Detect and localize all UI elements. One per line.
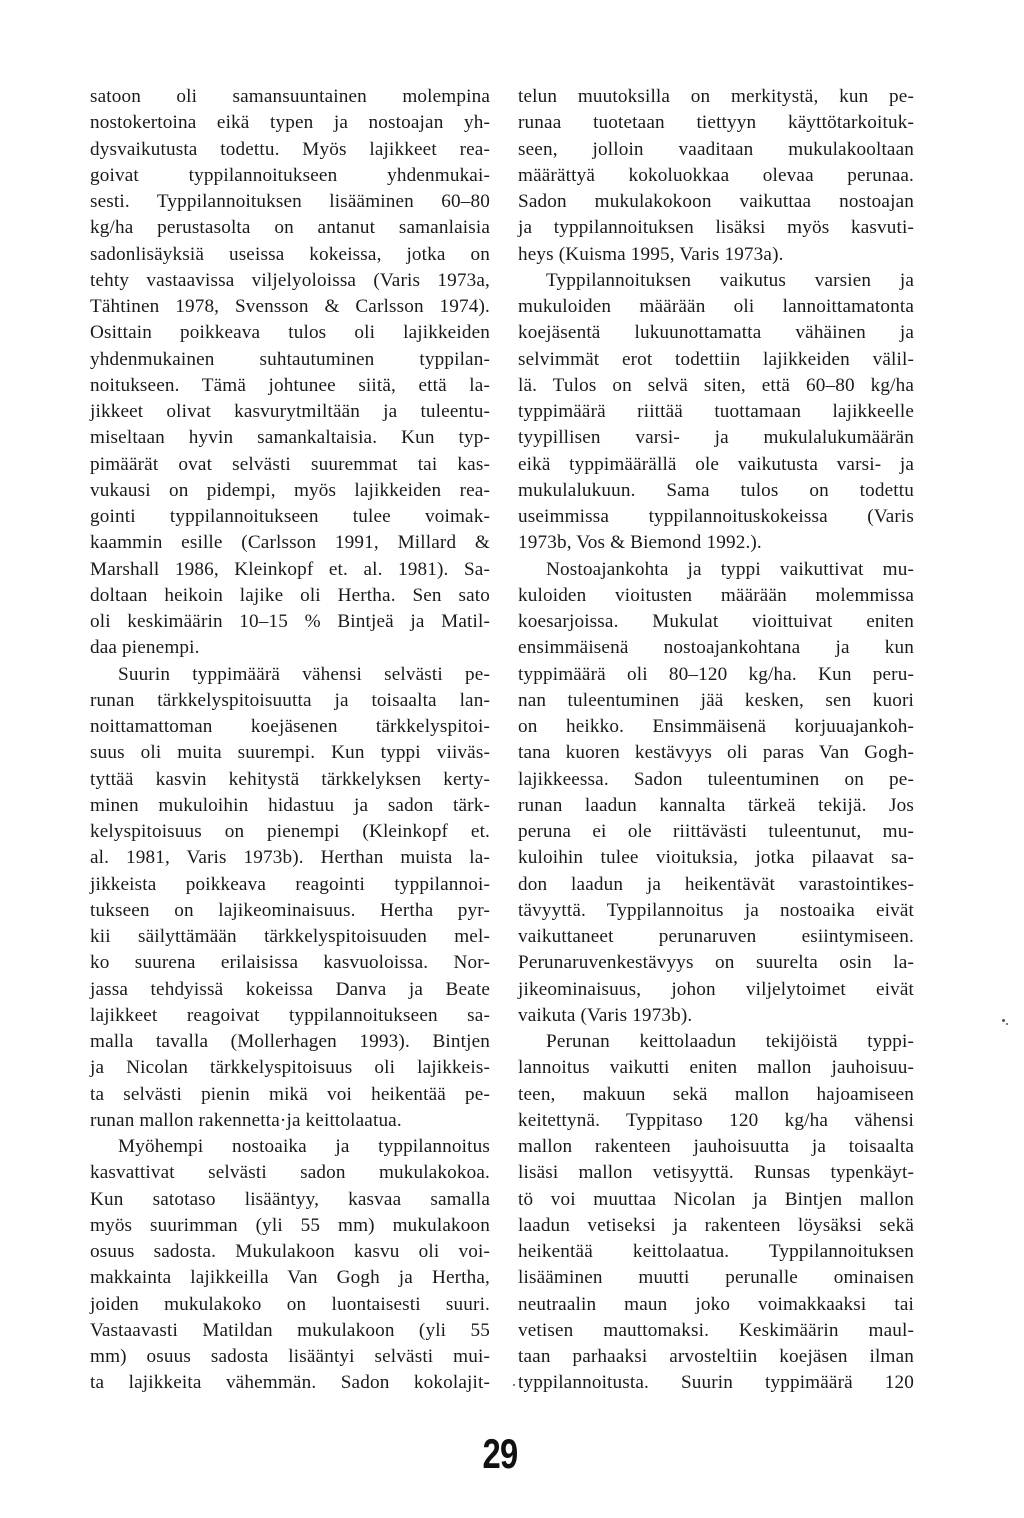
left-column-text-line: runan mallon rakennetta·ja keittolaatua. <box>90 1109 402 1131</box>
left-column-text-line: sesti. Typpilannoituksen lisääminen 60–80 <box>90 191 490 212</box>
right-column-text-line: lajikkeessa. Sadon tuleentuminen on pe- <box>518 768 914 790</box>
left-column-text-line: nostokertoina eikä typen ja nostoajan yh- <box>90 112 490 134</box>
right-column-text-line: lä. Tulos on selvä siten, että 60–80 kg/ha <box>518 374 914 396</box>
print-speck <box>1006 1023 1008 1025</box>
right-column-text-line: tö voi muuttaa Nicolan ja Bintjen mallon <box>518 1188 914 1210</box>
right-column-text-line: vaikuta (Varis 1973b). <box>518 1004 693 1026</box>
left-column-text-line: kelyspitoisuus on pienempi (Kleinkopf et. <box>90 821 490 842</box>
print-speck <box>513 1384 515 1386</box>
right-column-text-line: Nostoajankohta ja typpi vaikuttivat mu- <box>546 558 914 580</box>
left-column-text-line: ta lajikkeita vähemmän. Sadon kokolajit- <box>90 1372 490 1394</box>
left-text-column <box>90 84 490 1397</box>
right-column-text-line: nan tuleentuminen jää kesken, sen kuori <box>518 689 914 711</box>
left-column-text-line: tyttää kasvin kehitystä tärkkelyksen kerty- <box>90 768 490 790</box>
right-text-column <box>518 84 914 1397</box>
left-column-text-line: Tähtinen 1978, Svensson & Carlsson 1974). <box>90 296 490 317</box>
left-column-text-line: osuus sadosta. Mukulakoon kasvu oli voi- <box>90 1241 490 1262</box>
right-column-text-line: peruna ei ole riittävästi tuleentunut, mu- <box>518 821 914 842</box>
left-column-text-line: ta selvästi pienin mikä voi heikentää pe- <box>90 1083 490 1105</box>
right-column-text-line: typpilannoitusta. Suurin typpimäärä 120 <box>518 1372 914 1394</box>
left-column-text-line: gointi typpilannoitukseen tulee voimak- <box>90 506 490 527</box>
right-column-text-line: teen, makuun sekä mallon hajoamiseen <box>518 1083 914 1105</box>
right-column-text-line: useimmissa typpilannoituskokeissa (Varis <box>518 506 914 527</box>
left-column-text-line: yhdenmukainen suhtautuminen typpilan- <box>90 348 490 370</box>
left-column-text-line: kii säilyttämään tärkkelyspitoisuuden mel- <box>90 926 490 947</box>
right-column-text-line: Sadon mukulakokoon vaikuttaa nostoajan <box>518 191 914 212</box>
left-column-text-line: noitukseen. Tämä johtunee siitä, että la- <box>90 374 490 396</box>
right-column-text-line: ja typpilannoituksen lisäksi myös kasvuti- <box>518 217 914 239</box>
right-column-text-line: koesarjoissa. Mukulat vioittuivat eniten <box>518 611 914 632</box>
right-column-text-line: tävyyttä. Typpilannoitus ja nostoaika eivät <box>518 899 914 921</box>
right-column-text-line: jikeominaisuus, johon viljelytoimet eivät <box>518 978 914 1000</box>
left-column-text-line: miseltaan hyvin samankaltaisia. Kun typ- <box>90 427 490 449</box>
left-column-text-line: kg/ha perustasolta on antanut samanlaisia <box>90 217 490 239</box>
right-column-text-line: kuloihin tulee vioituksia, jotka pilaavat sa- <box>518 847 914 869</box>
right-column-text-line: mallon rakenteen jauhoisuutta ja toisaalta <box>518 1136 914 1157</box>
left-column-text-line: ko suurena erilaisissa kasvuoloissa. Nor- <box>90 952 490 974</box>
left-column-text-line: daa pienempi. <box>90 637 200 659</box>
left-column-text-line: joiden mukulakoko on luontaisesti suuri. <box>90 1293 490 1315</box>
left-column-text-line: jikkeet olivat kasvurytmiltään ja tuleentu- <box>90 401 490 422</box>
right-column-text-line: selvimmät erot todettiin lajikkeiden välil- <box>518 348 914 370</box>
right-column-text-line: telun muutoksilla on merkitystä, kun pe- <box>518 86 914 107</box>
print-speck <box>1002 1019 1005 1022</box>
left-column-text-line: goivat typpilannoitukseen yhdenmukai- <box>90 164 490 186</box>
left-column-text-line: suus oli muita suurempi. Kun typpi viiväs- <box>90 742 490 764</box>
left-column-text-line: makkainta lajikkeilla Van Gogh ja Hertha, <box>90 1267 490 1289</box>
right-column-text-line: taan parhaaksi arvosteltiin koejäsen ilman <box>518 1346 914 1367</box>
right-column-text-line: heikentää keittolaatua. Typpilannoituksen <box>518 1241 914 1262</box>
left-column-text-line: doltaan heikoin lajike oli Hertha. Sen sato <box>90 584 490 606</box>
right-column-text-line: Perunan keittolaadun tekijöistä typpi- <box>546 1031 914 1052</box>
right-column-text-line: tana kuoren kestävyys oli paras Van Gogh- <box>518 742 914 764</box>
left-column-text-line: ja Nicolan tärkkelyspitoisuus oli lajikkeis- <box>90 1057 490 1079</box>
left-column-text-line: malla tavalla (Mollerhagen 1993). Bintjen <box>90 1031 490 1052</box>
left-column-text-line: mm) osuus sadosta lisääntyi selvästi mui- <box>90 1346 490 1367</box>
left-column-text-line: Osittain poikkeava tulos oli lajikkeiden <box>90 322 490 344</box>
right-column-text-line: runaa tuotetaan tiettyyn käyttötarkoituk- <box>518 112 914 134</box>
right-column-text-line: typpimäärä oli 80–120 kg/ha. Kun peru- <box>518 663 914 685</box>
left-column-text-line: kaammin esille (Carlsson 1991, Millard & <box>90 532 490 554</box>
right-column-text-line: eikä typpimäärällä ole vaikutusta varsi- ja <box>518 453 914 475</box>
page-number: 29 <box>482 1430 518 1477</box>
left-column-text-line: kasvattivat selvästi sadon mukulakokoa. <box>90 1162 490 1184</box>
left-column-text-line: al. 1981, Varis 1973b). Herthan muista la- <box>90 847 490 869</box>
right-column-text-line: laadun vetiseksi ja rakenteen löysäksi sekä <box>518 1214 914 1236</box>
left-column-text-line: tukseen on lajikeominaisuus. Hertha pyr- <box>90 899 490 921</box>
right-column-text-line: on heikko. Ensimmäisenä korjuuajankoh- <box>518 716 914 737</box>
right-column-text-line: koejäsentä lukuunottamatta vähäinen ja <box>518 322 914 344</box>
left-column-text-line: Suurin typpimäärä vähensi selvästi pe- <box>118 663 490 685</box>
right-column-text-line: tyypillisen varsi- ja mukulalukumäärän <box>518 427 914 449</box>
right-column-text-line: neutraalin maun joko voimakkaaksi tai <box>518 1293 914 1315</box>
right-column-text-line: runan laadun kannalta tärkeä tekijä. Jos <box>518 794 914 816</box>
right-column-text-line: mukuloiden määrään oli lannoittamatonta <box>518 296 914 317</box>
right-column-text-line: ensimmäisenä nostoajankohtana ja kun <box>518 637 914 659</box>
left-column-text-line: Myöhempi nostoaika ja typpilannoitus <box>118 1136 490 1157</box>
right-column-text-line: don laadun ja heikentävät varastointikes- <box>518 873 914 895</box>
right-column-text-line: mukulalukuun. Sama tulos on todettu <box>518 479 914 501</box>
right-column-text-line: seen, jolloin vaaditaan mukulakooltaan <box>518 138 914 160</box>
left-column-text-line: jassa tehdyissä kokeissa Danva ja Beate <box>90 978 490 1000</box>
left-column-text-line: noittamattoman koejäsenen tärkkelyspitoi- <box>90 716 490 737</box>
right-column-text-line: keitettynä. Typpitaso 120 kg/ha vähensi <box>518 1109 914 1131</box>
right-column-text-line: lisääminen muutti perunalle ominaisen <box>518 1267 914 1289</box>
right-column-text-line: 1973b, Vos & Biemond 1992.). <box>518 532 762 554</box>
right-column-text-line: lannoitus vaikutti eniten mallon jauhoisuu- <box>518 1057 914 1079</box>
left-column-text-line: minen mukuloihin hidastuu ja sadon tärk- <box>90 794 490 816</box>
left-column-text-line: satoon oli samansuuntainen molempina <box>90 86 490 107</box>
left-column-text-line: sadonlisäyksiä useissa kokeissa, jotka on <box>90 243 490 265</box>
right-column-text-line: typpimäärä riittää tuottamaan lajikkeelle <box>518 401 914 422</box>
right-column-text-line: vetisen mauttomaksi. Keskimäärin maul- <box>518 1319 914 1341</box>
right-column-text-line: Typpilannoituksen vaikutus varsien ja <box>546 269 914 291</box>
right-column-text-line: kuloiden vioitusten määrään molemmissa <box>518 584 914 606</box>
right-column-text-line: Perunaruvenkestävyys on suurelta osin la- <box>518 952 914 974</box>
left-column-text-line: Vastaavasti Matildan mukulakoon (yli 55 <box>90 1319 490 1341</box>
right-column-text-line: lisäsi mallon vetisyyttä. Runsas typenkäyt- <box>518 1162 914 1184</box>
left-column-text-line: pimäärät ovat selvästi suuremmat tai kas- <box>90 453 490 475</box>
left-column-text-line: Kun satotaso lisääntyy, kasvaa samalla <box>90 1188 490 1210</box>
right-column-text-line: heys (Kuisma 1995, Varis 1973a). <box>518 243 784 265</box>
left-column-text-line: vukausi on pidempi, myös lajikkeiden rea- <box>90 479 490 501</box>
left-column-text-line: dysvaikutusta todettu. Myös lajikkeet rea- <box>90 138 490 160</box>
right-column-text-line: määrättyä kokoluokkaa olevaa perunaa. <box>518 164 914 186</box>
left-column-text-line: jikkeista poikkeava reagointi typpilannoi- <box>90 873 490 895</box>
right-column-text-line: vaikuttaneet perunaruven esiintymiseen. <box>518 926 914 947</box>
left-column-text-line: Marshall 1986, Kleinkopf et. al. 1981). Sa- <box>90 558 490 580</box>
left-column-text-line: lajikkeet reagoivat typpilannoitukseen sa- <box>90 1004 490 1026</box>
left-column-text-line: myös suurimman (yli 55 mm) mukulakoon <box>90 1214 490 1236</box>
left-column-text-line: oli keskimäärin 10–15 % Bintjeä ja Matil- <box>90 611 490 632</box>
left-column-text-line: tehty vastaavissa viljelyoloissa (Varis 1973a, <box>90 269 490 291</box>
left-column-text-line: runan tärkkelyspitoisuutta ja toisaalta lan- <box>90 689 490 711</box>
